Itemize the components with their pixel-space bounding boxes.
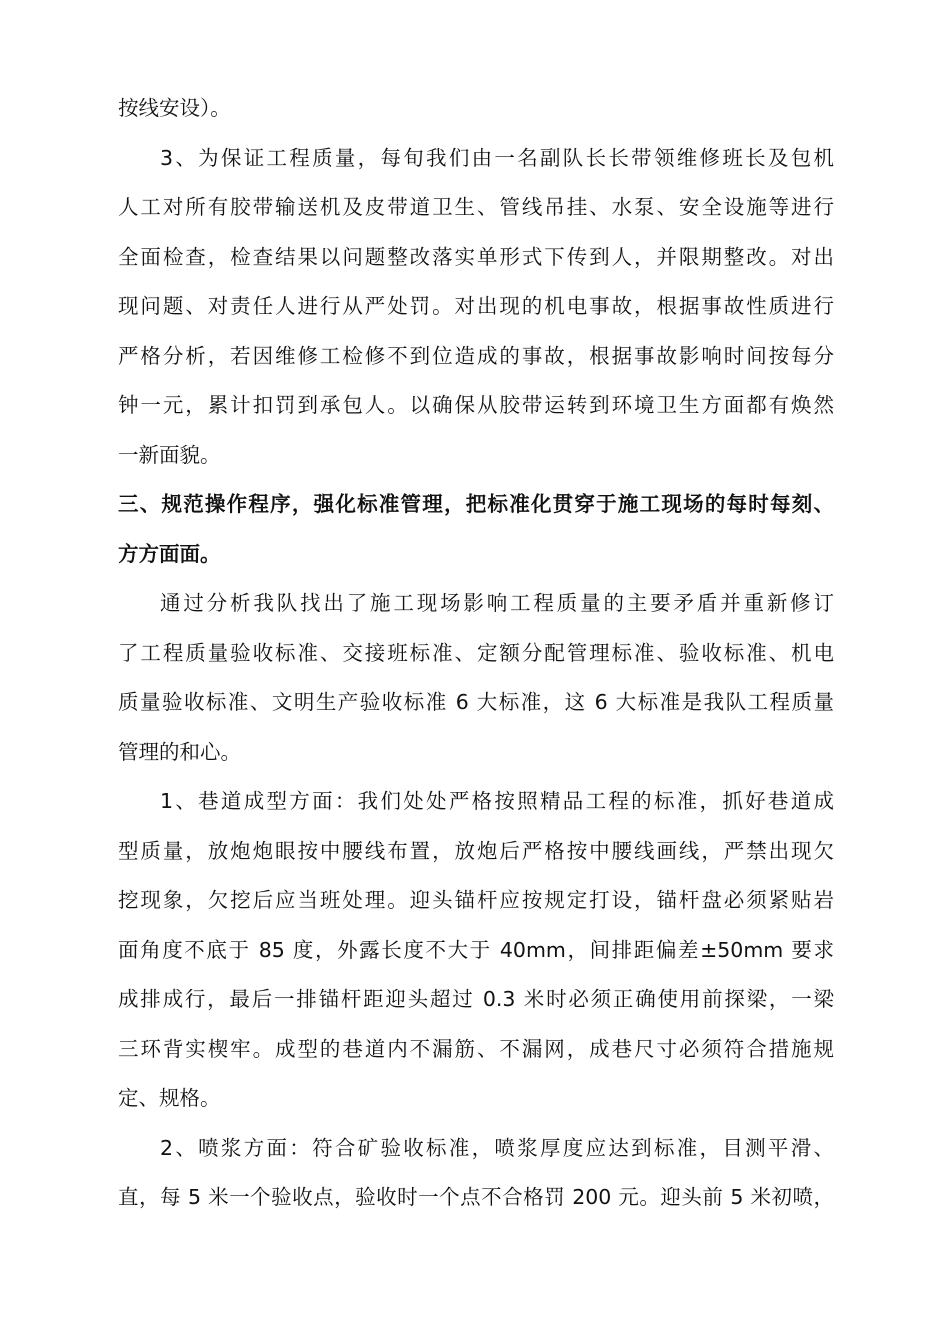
- paragraph: [118, 134, 834, 481]
- text-line: 了工程质量验收标准、交接班标准、定额分配管理标准、验收标准、机电: [118, 640, 834, 665]
- text-line: 直，每 5 米一个验收点，验收时一个点不合格罚 200 元。迎头前 5 米初喷，: [118, 1185, 834, 1209]
- text-line: 全面检查，检查结果以问题整改落实单形式下传到人，并限期整改。对出: [118, 244, 834, 269]
- text-line: 严格分析，若因维修工检修不到位造成的事故，根据事故影响时间按每分: [118, 343, 834, 368]
- paragraph: [118, 579, 834, 777]
- paragraph: [118, 1124, 834, 1223]
- text-line: 3、为保证工程质量，每旬我们由一名副队长长带领维修班长及包机: [160, 145, 834, 170]
- text-line: 现问题、对责任人进行从严处罚。对出现的机电事故，根据事故性质进行: [118, 294, 834, 318]
- text-line: 2、喷浆方面：符合矿验收标准，喷浆厚度应达到标准，目测平滑、: [160, 1135, 834, 1160]
- text-line: 人工对所有胶带输送机及皮带道卫生、管线吊挂、水泵、安全设施等进行: [118, 195, 834, 219]
- paragraph: [118, 777, 834, 1124]
- text-line: 通过分析我队找出了施工现场影响工程质量的主要矛盾并重新修订: [160, 591, 834, 615]
- text-line: 挖现象，欠挖后应当班处理。迎头锚杆应按规定打设，锚杆盘必须紧贴岩: [118, 888, 834, 912]
- text-line: 面角度不底于 85 度，外露长度不大于 40mm，间排距偏差±50mm 要求: [118, 937, 834, 962]
- text-line: 管理的和心。: [118, 739, 241, 764]
- text-line: 三环背实楔牢。成型的巷道内不漏筋、不漏网，成巷尺寸必须符合措施规: [118, 1036, 834, 1061]
- text-line: 质量验收标准、文明生产验收标准 6 大标准，这 6 大标准是我队工程质量: [118, 690, 834, 714]
- text-line: 一新面貌。: [118, 442, 221, 467]
- heading-line: 方方面面。: [118, 541, 221, 566]
- text-line: 钟一元，累计扣罚到承包人。以确保从胶带运转到环境卫生方面都有焕然: [118, 393, 834, 417]
- text-line: 成排成行，最后一排锚杆距迎头超过 0.3 米时必须正确使用前探梁，一梁: [118, 987, 834, 1011]
- paragraph: [118, 84, 834, 134]
- text-line: 按线安设）。: [118, 96, 231, 120]
- text-line: 1、巷道成型方面：我们处处严格按照精品工程的标准，抓好巷道成: [160, 789, 834, 813]
- heading-line: 三、规范操作程序，强化标准管理，把标准化贯穿于施工现场的每时每刻、: [118, 492, 834, 516]
- document-body: [118, 84, 834, 1223]
- text-line: 型质量，放炮炮眼按中腰线布置，放炮后严格按中腰线画线，严禁出现欠: [118, 838, 834, 863]
- section-heading: [118, 480, 834, 579]
- text-line: 定、规格。: [118, 1086, 221, 1110]
